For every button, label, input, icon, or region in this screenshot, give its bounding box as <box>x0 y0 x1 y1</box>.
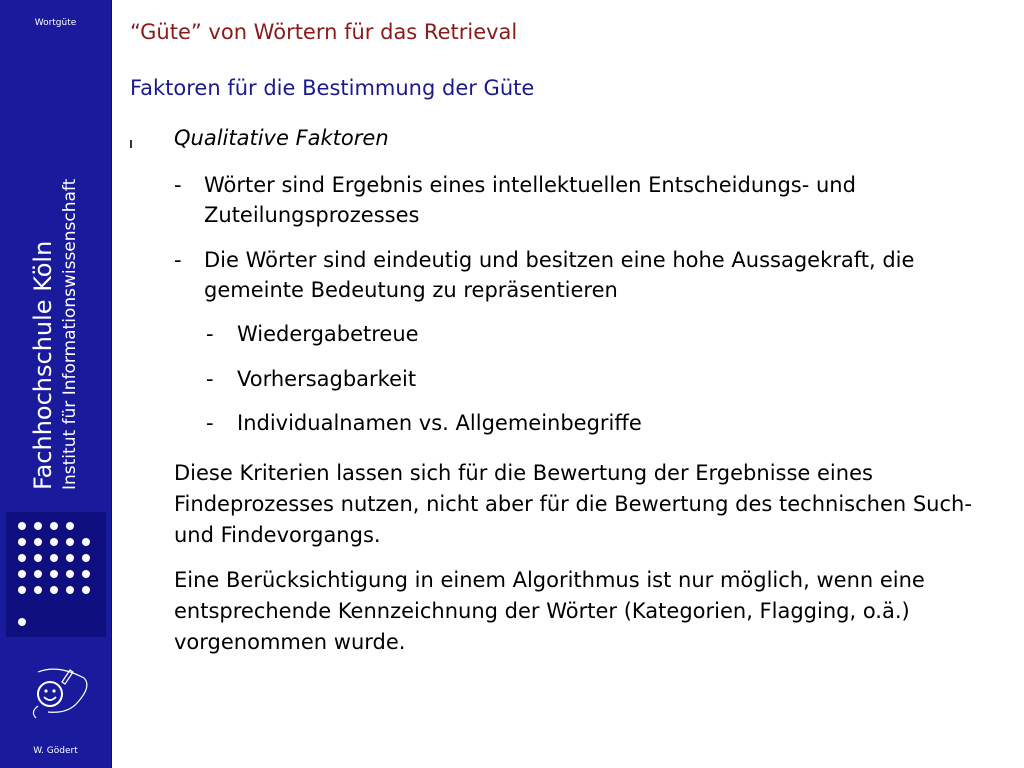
bullet-marker <box>130 140 132 148</box>
dot <box>66 522 74 530</box>
dot <box>66 554 74 562</box>
dot <box>50 554 58 562</box>
slide-subtitle: Faktoren für die Bestimmung der Güte <box>130 76 535 100</box>
dot <box>82 554 90 562</box>
dot-pattern-logo <box>6 512 106 637</box>
dot <box>50 522 58 530</box>
institution-name: Fachhochschule Köln <box>29 240 57 490</box>
sub-list-item-text: Vorhersagbarkeit <box>237 367 417 391</box>
dot <box>34 570 42 578</box>
dash-marker: - <box>174 173 182 197</box>
paragraph-algorithm: Eine Berücksichtigung in einem Algorithmus ist nur möglich, wenn eine entsprechende Kennzeichnung der Wörter (Kategorien, Flagging, o.ä.) vorgenommen wurde. <box>174 568 925 654</box>
paragraph-criteria: Diese Kriterien lassen sich für die Bewertung der Ergebnisse eines Findeprozesses nutzen, nicht aber für die Bewertung des technischen Such- und Findevorgangs. <box>174 461 972 547</box>
dot <box>34 538 42 546</box>
smiley-writer-icon <box>18 662 94 720</box>
dot <box>82 586 90 594</box>
list-item <box>174 245 994 305</box>
dot <box>50 538 58 546</box>
sub-list-item-text: Wiedergabetreue <box>237 322 419 346</box>
dot <box>18 618 26 626</box>
dot <box>50 570 58 578</box>
dash-marker: - <box>206 411 214 435</box>
dot <box>18 554 26 562</box>
dash-marker: - <box>174 248 182 272</box>
dot <box>82 570 90 578</box>
bullet-heading: Qualitative Faktoren <box>174 126 389 150</box>
author-label: W. Gödert <box>33 746 78 756</box>
dot <box>18 570 26 578</box>
list-item <box>174 170 994 230</box>
dot <box>66 586 74 594</box>
dash-marker: - <box>206 322 214 346</box>
sub-list-item <box>206 319 986 349</box>
dot <box>34 522 42 530</box>
sub-list-item-text: Individualnamen vs. Allgemeinbegriffe <box>237 411 642 435</box>
dot <box>18 586 26 594</box>
dot <box>18 522 26 530</box>
sidebar <box>0 0 112 768</box>
sidebar-topic-label: Wortgüte <box>34 18 77 28</box>
dot <box>18 538 26 546</box>
institution-vertical-text <box>30 179 80 490</box>
sub-list-item <box>206 408 986 438</box>
slide-title: “Güte” von Wörtern für das Retrieval <box>130 20 518 44</box>
dot <box>34 554 42 562</box>
dot <box>50 586 58 594</box>
list-item-text: Die Wörter sind eindeutig und besitzen eine hohe Aussagekraft, die gemeinte Bedeutung zu repräsentieren <box>204 248 915 302</box>
dot <box>66 538 74 546</box>
dot <box>66 570 74 578</box>
dash-marker: - <box>206 367 214 391</box>
sub-list-item <box>206 364 986 394</box>
dot <box>34 586 42 594</box>
institute-name: Institut für Informationswissenschaft <box>60 178 80 490</box>
dot <box>82 538 90 546</box>
list-item-text: Wörter sind Ergebnis eines intellektuellen Entscheidungs- und Zuteilungsprozesses <box>204 173 856 227</box>
